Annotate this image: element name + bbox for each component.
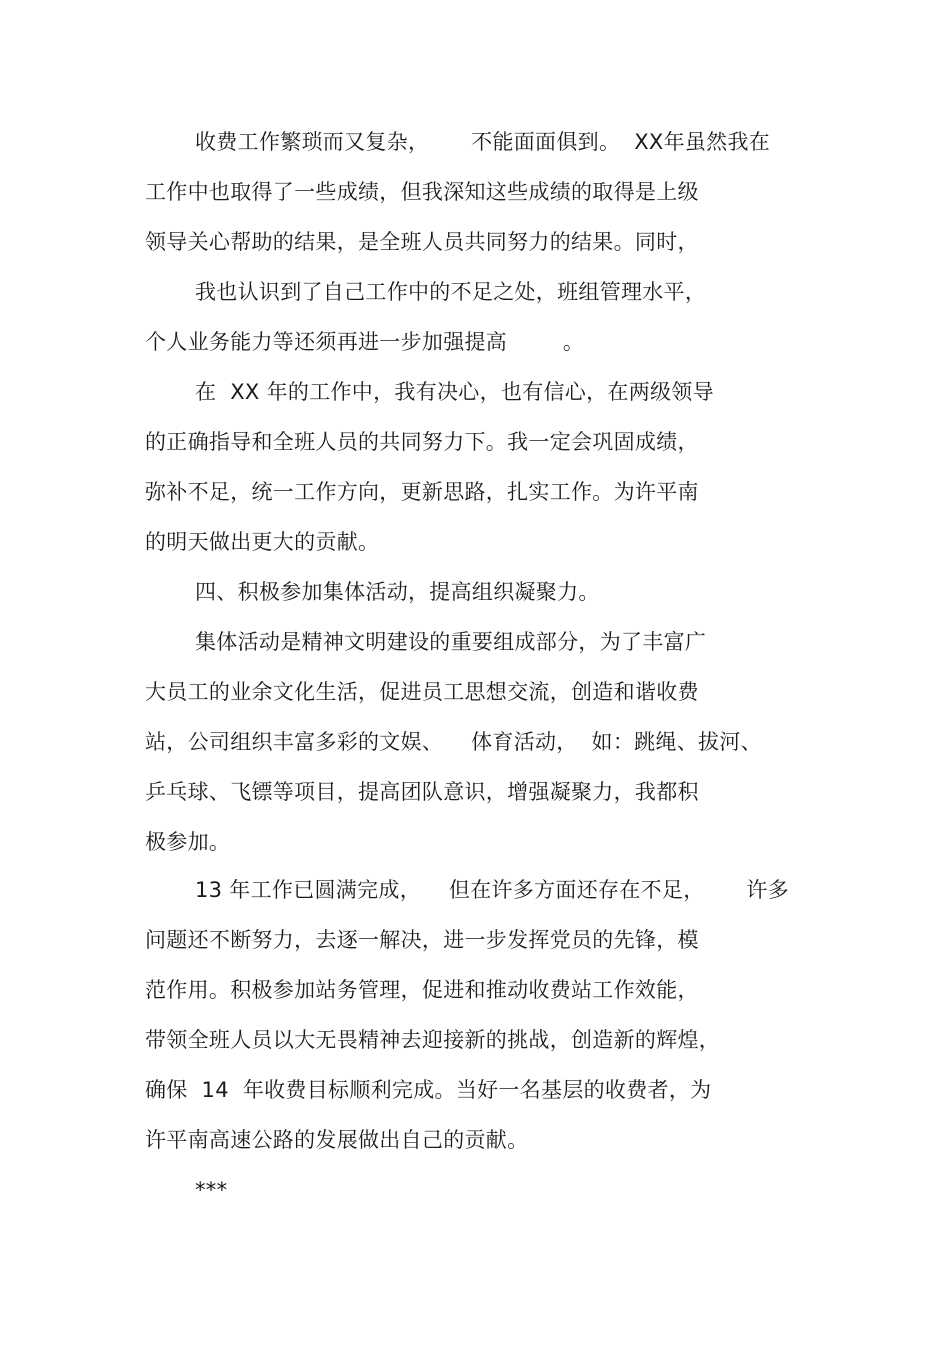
end-marker: *** [195,1178,228,1202]
text-line: 极参加。 [145,830,231,854]
text-line: 带领全班人员以大无畏精神去迎接新的挑战，创造新的辉煌， [145,1028,721,1052]
text-line: 领导关心帮助的结果，是全班人员共同努力的结果。同时， [145,230,699,254]
text-line: 在 XX 年的工作中，我有决心，也有信心，在两级领导 [195,380,714,404]
text-line: 站，公司组织丰富多彩的文娱、 体育活动， 如：跳绳、拔河、 [145,730,762,754]
text-line: 的明天做出更大的贡献。 [145,530,380,554]
text-line: 弥补不足，统一工作方向，更新思路，扎实工作。为许平南 [145,480,699,504]
text-line: 许平南高速公路的发展做出自己的贡献。 [145,1128,529,1152]
text-line: 我也认识到了自己工作中的不足之处，班组管理水平， [195,280,707,304]
section-heading: 四、积极参加集体活动，提高组织凝聚力。 [195,580,600,604]
text-line: 乒乓球、飞镖等项目，提高团队意识，增强凝聚力，我都积 [145,780,699,804]
text-line: 范作用。积极参加站务管理，促进和推动收费站工作效能， [145,978,699,1002]
text-line: 13 年工作已圆满完成， 但在许多方面还存在不足， 许多 [195,878,789,902]
text-line: 收费工作繁琐而又复杂， 不能面面俱到。 XX年虽然我在 [195,130,771,154]
text-line: 的正确指导和全班人员的共同努力下。我一定会巩固成绩， [145,430,699,454]
text-line: 大员工的业余文化生活，促进员工思想交流，创造和谐收费 [145,680,699,704]
text-line: 集体活动是精神文明建设的重要组成部分，为了丰富广 [195,630,707,654]
text-line: 问题还不断努力，去逐一解决，进一步发挥党员的先锋，模 [145,928,699,952]
text-line: 工作中也取得了一些成绩，但我深知这些成绩的取得是上级 [145,180,699,204]
text-line: 确保 14 年收费目标顺利完成。当好一名基层的收费者，为 [145,1078,712,1102]
text-line: 个人业务能力等还须再进一步加强提高 。 [145,330,585,354]
